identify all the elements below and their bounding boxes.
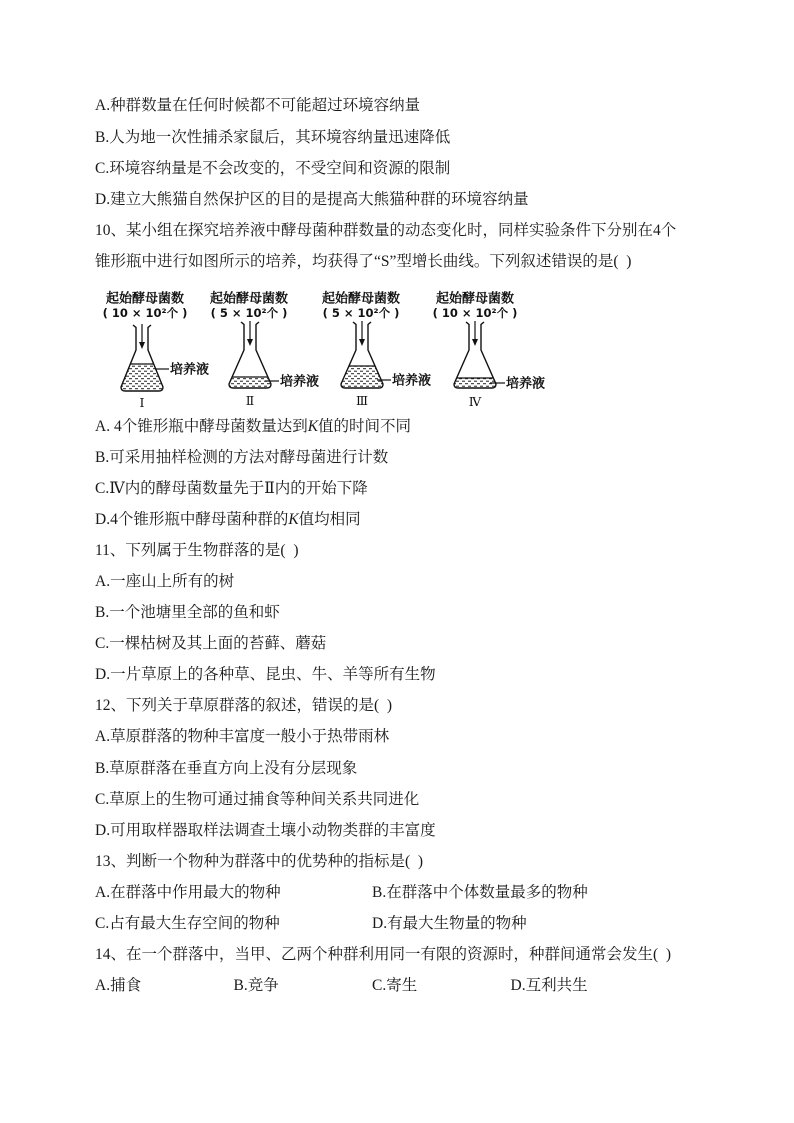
flask-4-count: ( 10 × 10²个 )	[432, 306, 518, 320]
q11-stem: 11、下列属于生物群落的是( )	[95, 541, 299, 559]
flask-2-arrowhead-icon	[247, 339, 253, 346]
flask-1	[103, 291, 209, 411]
flask-2-medium-label: 培养液	[280, 374, 320, 390]
flask-2-count: ( 5 × 10²个 )	[210, 306, 288, 320]
q13-options-row-2	[95, 908, 735, 939]
k-symbol: K	[288, 510, 299, 528]
q12-option-c: C.草原上的生物可通过捕食等种间关系共同进化	[95, 790, 420, 808]
flask-1-numeral: Ⅰ	[139, 396, 145, 410]
flask-3-heading: 起始酵母菌数	[321, 291, 401, 307]
q14-option-c: C.寄生	[372, 977, 418, 995]
q10-option-c: C.Ⅳ内的酵母菌数量先于Ⅱ内的开始下降	[95, 479, 368, 497]
flask-3-medium-label: 培养液	[392, 373, 432, 389]
q13-stem: 13、判断一个物种为群落中的优势种的指标是( )	[95, 852, 424, 870]
flask-4-heading: 起始酵母菌数	[435, 291, 515, 307]
flask-4-liquid	[454, 378, 496, 388]
q14-stem: 14、在一个群落中，当甲、乙两个种群利用同一有限的资源时，种群间通常会发生( )	[95, 946, 672, 964]
k-symbol: K	[307, 417, 319, 435]
q13-options-row-1	[95, 877, 735, 908]
flask-4-arrowhead-icon	[472, 339, 478, 346]
q13-option-a: A.在群落中作用最大的物种	[95, 883, 281, 901]
flask-diagram	[95, 277, 565, 411]
q10-option-a	[95, 411, 735, 442]
flask-1-heading: 起始酵母菌数	[105, 291, 185, 307]
flask-3-count: ( 5 × 10²个 )	[322, 306, 400, 320]
q12-option-d: D.可用取样器取样法调查土壤小动物类群的丰富度	[95, 821, 436, 839]
q10-option-b: B.可采用抽样检测的方法对酵母菌进行计数	[95, 448, 389, 466]
q10-option-d-text: D.4个锥形瓶中酵母菌种群的	[95, 510, 289, 528]
q10-stem-line-2: 锥形瓶中进行如图所示的培养，均获得了“S”型增长曲线。下列叙述错误的是( )	[95, 252, 632, 270]
flask-2-numeral: Ⅱ	[245, 394, 255, 408]
flask-3	[322, 291, 431, 409]
q13-option-b: B.在群落中个体数量最多的物种	[372, 883, 588, 901]
flask-2-heading: 起始酵母菌数	[209, 291, 289, 307]
q11-option-a: A.一座山上所有的树	[95, 572, 235, 590]
yeast-flask-figure	[95, 277, 735, 411]
q11-option-b: B.一个池塘里全部的鱼和虾	[95, 604, 280, 622]
q9-option-d: D.建立大熊猫自然保护区的目的是提高大熊猫种群的环境容纳量	[95, 190, 529, 208]
flask-1-medium-label: 培养液	[170, 362, 210, 378]
flask-3-arrowhead-icon	[359, 339, 365, 346]
question-content	[95, 90, 735, 1001]
flask-1-liquid	[121, 364, 163, 391]
flask-4	[433, 291, 545, 410]
flask-4-medium-label: 培养液	[506, 376, 546, 392]
flask-1-count: ( 10 × 10²个 )	[102, 306, 188, 320]
q10-option-a-text: A. 4个锥形瓶中酵母菌数量达到	[95, 417, 308, 435]
q12-option-b: B.草原群落在垂直方向上没有分层现象	[95, 759, 358, 777]
q13-option-d: D.有最大生物量的物种	[372, 915, 527, 932]
q14-option-a: A.捕食	[95, 977, 142, 995]
q11-option-d: D.一片草原上的各种草、昆虫、牛、羊等所有生物	[95, 666, 436, 684]
q10-stem-line-1: 10、某小组在探究培养液中酵母菌种群数量的动态变化时，同样实验条件下分别在4个	[95, 221, 677, 239]
q11-option-c: C.一棵枯树及其上面的苔藓、蘑菇	[95, 635, 327, 653]
q12-option-a: A.草原群落的物种丰富度一般小于热带雨林	[95, 728, 390, 746]
q14-option-b: B.竞争	[233, 977, 279, 995]
flask-2-liquid	[229, 377, 271, 388]
q9-option-b: B.人为地一次性捕杀家鼠后，其环境容纳量迅速降低	[95, 128, 451, 146]
q9-option-a: A.种群数量在任何时候都不可能超过环境容纳量	[95, 97, 421, 115]
q10-option-d	[95, 504, 735, 535]
flask-2	[210, 291, 319, 409]
q10-option-a-text-end: 值的时间不同	[318, 417, 412, 435]
q9-option-c: C.环境容纳量是不会改变的，不受空间和资源的限制	[95, 159, 451, 177]
flask-3-numeral: Ⅲ	[355, 394, 369, 408]
flask-4-numeral: Ⅳ	[468, 395, 482, 409]
q14-option-d: D.互利共生	[510, 977, 588, 995]
q13-option-c: C.占有最大生存空间的物种	[95, 915, 280, 932]
q12-stem: 12、下列关于草原群落的叙述，错误的是( )	[95, 697, 393, 715]
q14-options-row	[95, 970, 735, 1001]
q10-option-d-text-end: 值均相同	[298, 510, 361, 528]
flask-1-arrowhead-icon	[139, 342, 145, 349]
